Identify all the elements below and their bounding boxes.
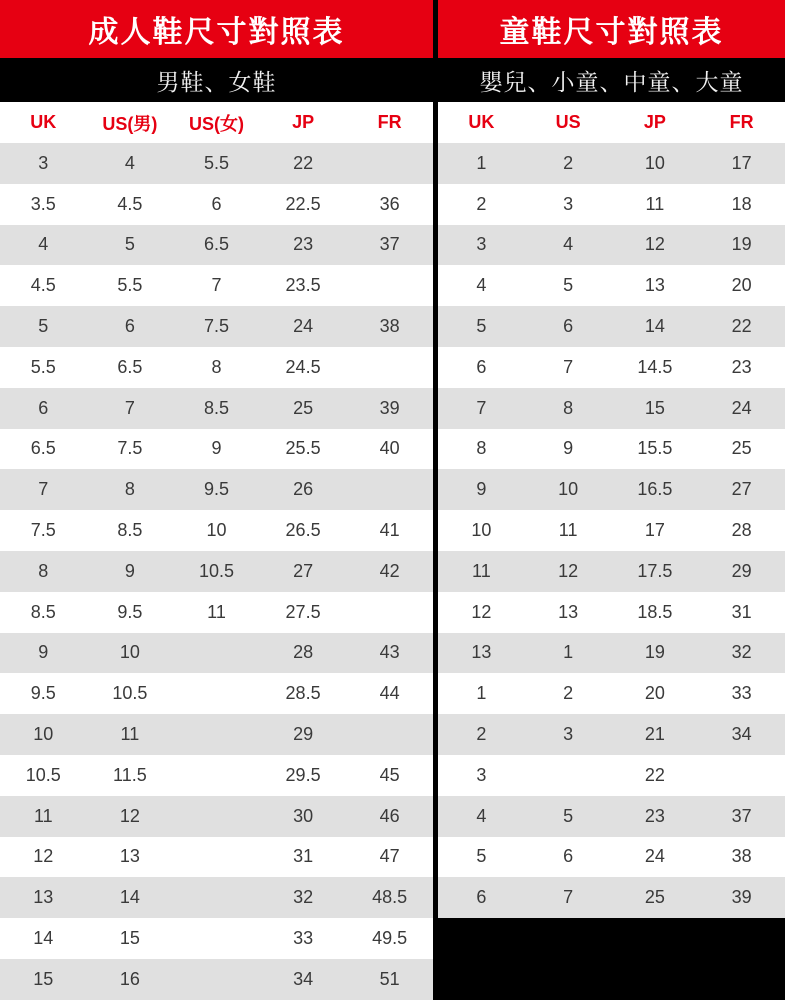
table-cell: 6 bbox=[476, 887, 487, 908]
table-cell: 2 bbox=[563, 152, 574, 173]
table-cell: 6.5 bbox=[203, 234, 229, 255]
table-cell: 25 bbox=[644, 887, 665, 908]
table-cell: 5 bbox=[476, 316, 487, 337]
table-cell: 16 bbox=[119, 968, 140, 989]
table-cell: 8.5 bbox=[30, 601, 56, 622]
table-cell: 10 bbox=[119, 642, 140, 663]
table-cell: 28 bbox=[293, 642, 314, 663]
table-cell bbox=[173, 877, 260, 918]
table-cell: 8 bbox=[38, 560, 49, 581]
table-cell: 8 bbox=[476, 438, 487, 459]
table-cell: 13 bbox=[644, 275, 665, 296]
table-row bbox=[438, 592, 785, 633]
table-cell: 5 bbox=[563, 275, 574, 296]
table-cell: 37 bbox=[379, 234, 400, 255]
table-cell: 24.5 bbox=[285, 356, 321, 377]
table-cell: 7 bbox=[38, 479, 49, 500]
table-cell: 2 bbox=[563, 683, 574, 704]
table-cell: 4 bbox=[124, 152, 135, 173]
table-cell: 28 bbox=[731, 520, 752, 541]
table-cell: 8.5 bbox=[117, 520, 143, 541]
table-cell bbox=[346, 265, 433, 306]
table-cell bbox=[346, 714, 433, 755]
table-cell: 8.5 bbox=[203, 397, 229, 418]
table-cell: 9.5 bbox=[30, 683, 56, 704]
kids-size-table bbox=[438, 0, 785, 1000]
table-row bbox=[438, 673, 785, 714]
table-cell: 15 bbox=[119, 928, 140, 949]
table-cell: 9 bbox=[563, 438, 574, 459]
table-cell bbox=[173, 959, 260, 1000]
table-cell: 3.5 bbox=[30, 193, 56, 214]
table-cell: 9 bbox=[124, 560, 135, 581]
adult-table-header-row bbox=[0, 102, 433, 143]
table-row bbox=[0, 796, 433, 837]
table-cell: 10.5 bbox=[198, 560, 234, 581]
table-row bbox=[0, 306, 433, 347]
table-row bbox=[0, 347, 433, 388]
table-cell: 15 bbox=[644, 397, 665, 418]
table-row bbox=[438, 877, 785, 918]
table-cell: 45 bbox=[379, 764, 400, 785]
column-header: US bbox=[555, 112, 581, 132]
table-cell: 7 bbox=[476, 397, 487, 418]
column-header: JP bbox=[292, 112, 315, 132]
table-cell: 16.5 bbox=[637, 479, 673, 500]
kids-table-rows bbox=[438, 143, 785, 918]
table-row bbox=[0, 877, 433, 918]
table-cell: 9 bbox=[476, 479, 487, 500]
table-row bbox=[438, 429, 785, 470]
table-cell: 8 bbox=[124, 479, 135, 500]
table-cell: 9 bbox=[211, 438, 222, 459]
kids-table-subtitle: 嬰兒、小童、中童、大童 bbox=[438, 58, 785, 102]
table-cell bbox=[173, 918, 260, 959]
table-cell: 43 bbox=[379, 642, 400, 663]
table-row bbox=[0, 551, 433, 592]
table-cell: 11 bbox=[207, 601, 226, 622]
table-cell: 8 bbox=[211, 356, 222, 377]
column-header: FR bbox=[377, 112, 402, 132]
table-cell: 8 bbox=[563, 397, 574, 418]
table-cell: 11 bbox=[645, 193, 665, 214]
table-row bbox=[0, 592, 433, 633]
table-cell: 29.5 bbox=[285, 764, 321, 785]
table-cell: 49.5 bbox=[372, 928, 408, 949]
table-cell: 17 bbox=[644, 520, 665, 541]
table-cell: 23 bbox=[293, 234, 314, 255]
table-cell: 15.5 bbox=[637, 438, 673, 459]
table-cell: 24 bbox=[644, 846, 665, 867]
table-cell: 22 bbox=[293, 152, 314, 173]
table-row bbox=[438, 265, 785, 306]
table-cell: 7.5 bbox=[203, 316, 229, 337]
table-cell: 13 bbox=[558, 601, 579, 622]
table-cell: 4 bbox=[563, 234, 574, 255]
table-cell: 36 bbox=[379, 193, 400, 214]
table-cell bbox=[173, 755, 260, 796]
table-cell: 27.5 bbox=[285, 601, 321, 622]
table-cell: 47 bbox=[379, 846, 400, 867]
table-cell bbox=[346, 592, 433, 633]
table-cell: 22 bbox=[731, 316, 752, 337]
table-cell: 12 bbox=[33, 846, 54, 867]
table-cell: 6 bbox=[563, 316, 574, 337]
adult-table-rows bbox=[0, 143, 433, 1000]
table-cell: 7.5 bbox=[30, 520, 56, 541]
table-cell: 4 bbox=[476, 275, 487, 296]
table-row bbox=[438, 714, 785, 755]
table-row bbox=[438, 633, 785, 674]
table-cell: 5 bbox=[124, 234, 135, 255]
table-cell: 5.5 bbox=[30, 356, 56, 377]
table-cell: 17 bbox=[731, 152, 752, 173]
table-cell: 30 bbox=[293, 805, 314, 826]
table-cell: 48.5 bbox=[372, 887, 408, 908]
table-cell bbox=[173, 796, 260, 837]
table-cell bbox=[173, 714, 260, 755]
table-row bbox=[0, 837, 433, 878]
table-cell: 13 bbox=[119, 846, 140, 867]
table-cell: 12 bbox=[119, 805, 140, 826]
table-cell: 10 bbox=[471, 520, 492, 541]
adult-table-title: 成人鞋尺寸對照表 bbox=[0, 0, 433, 58]
table-cell: 7 bbox=[124, 397, 135, 418]
table-cell: 24 bbox=[293, 316, 314, 337]
table-cell: 38 bbox=[731, 846, 752, 867]
column-header: UK bbox=[468, 112, 495, 132]
table-cell: 39 bbox=[379, 397, 400, 418]
table-cell: 6 bbox=[563, 846, 574, 867]
table-cell: 46 bbox=[379, 805, 400, 826]
table-row bbox=[438, 837, 785, 878]
table-cell: 18 bbox=[731, 193, 752, 214]
table-row bbox=[0, 143, 433, 184]
table-cell: 28.5 bbox=[285, 683, 321, 704]
column-header: US(男) bbox=[102, 113, 158, 134]
table-cell: 11.5 bbox=[113, 764, 147, 785]
table-cell: 18.5 bbox=[637, 601, 673, 622]
table-cell: 3 bbox=[476, 234, 487, 255]
table-row bbox=[0, 429, 433, 470]
table-row bbox=[0, 714, 433, 755]
table-cell: 7 bbox=[211, 275, 222, 296]
table-cell: 4 bbox=[476, 805, 487, 826]
table-cell: 32 bbox=[731, 642, 752, 663]
table-cell: 3 bbox=[476, 764, 487, 785]
table-cell: 7 bbox=[563, 356, 574, 377]
table-cell: 12 bbox=[644, 234, 665, 255]
table-cell: 15 bbox=[33, 968, 54, 989]
table-row bbox=[0, 959, 433, 1000]
column-header: FR bbox=[729, 112, 754, 132]
table-cell: 33 bbox=[731, 683, 752, 704]
table-row bbox=[0, 510, 433, 551]
table-cell: 23 bbox=[644, 805, 665, 826]
table-cell bbox=[698, 755, 785, 796]
table-cell: 37 bbox=[731, 805, 752, 826]
black-filler bbox=[438, 918, 785, 1000]
table-cell: 26.5 bbox=[285, 520, 321, 541]
table-cell: 19 bbox=[644, 642, 665, 663]
table-cell: 13 bbox=[33, 887, 54, 908]
table-cell: 29 bbox=[293, 724, 314, 745]
table-cell bbox=[346, 469, 433, 510]
table-cell: 41 bbox=[379, 520, 400, 541]
table-cell: 20 bbox=[644, 683, 665, 704]
table-row bbox=[0, 265, 433, 306]
table-row bbox=[438, 225, 785, 266]
table-cell: 6.5 bbox=[117, 356, 143, 377]
table-cell: 17.5 bbox=[637, 560, 673, 581]
table-cell: 6.5 bbox=[30, 438, 56, 459]
table-cell: 4.5 bbox=[30, 275, 56, 296]
table-row bbox=[0, 184, 433, 225]
table-cell: 11 bbox=[120, 724, 140, 745]
table-cell: 22.5 bbox=[285, 193, 321, 214]
table-cell: 5.5 bbox=[117, 275, 143, 296]
table-row bbox=[0, 633, 433, 674]
table-cell: 14 bbox=[644, 316, 665, 337]
table-row bbox=[438, 143, 785, 184]
kids-table-title: 童鞋尺寸對照表 bbox=[438, 0, 785, 58]
table-cell: 19 bbox=[731, 234, 752, 255]
table-cell: 10.5 bbox=[112, 683, 148, 704]
table-cell: 5 bbox=[38, 316, 49, 337]
table-row bbox=[0, 469, 433, 510]
table-cell: 2 bbox=[476, 193, 487, 214]
table-cell: 22 bbox=[644, 764, 665, 785]
column-header: UK bbox=[30, 112, 57, 132]
table-row bbox=[438, 184, 785, 225]
table-cell: 9 bbox=[38, 642, 49, 663]
table-cell: 34 bbox=[731, 724, 752, 745]
table-cell: 13 bbox=[471, 642, 492, 663]
table-cell: 7 bbox=[563, 887, 574, 908]
table-cell: 44 bbox=[379, 683, 400, 704]
table-row bbox=[438, 755, 785, 796]
table-cell: 38 bbox=[379, 316, 400, 337]
table-cell: 25.5 bbox=[285, 438, 321, 459]
column-header: JP bbox=[643, 112, 666, 132]
table-cell: 40 bbox=[379, 438, 400, 459]
table-row bbox=[438, 306, 785, 347]
table-cell: 21 bbox=[644, 724, 665, 745]
table-cell: 11 bbox=[472, 560, 491, 581]
table-cell: 9.5 bbox=[203, 479, 229, 500]
table-row bbox=[0, 225, 433, 266]
table-cell: 34 bbox=[293, 968, 314, 989]
table-cell: 11 bbox=[33, 805, 53, 826]
table-row bbox=[0, 388, 433, 429]
table-cell bbox=[173, 633, 260, 674]
table-row bbox=[438, 469, 785, 510]
table-cell bbox=[346, 143, 433, 184]
table-row bbox=[438, 510, 785, 551]
table-cell: 3 bbox=[563, 193, 574, 214]
table-cell: 14 bbox=[33, 928, 54, 949]
table-cell: 31 bbox=[731, 601, 752, 622]
table-cell: 6 bbox=[38, 397, 49, 418]
table-cell: 4.5 bbox=[117, 193, 143, 214]
table-row bbox=[0, 918, 433, 959]
table-row bbox=[438, 551, 785, 592]
table-cell: 27 bbox=[731, 479, 752, 500]
table-cell: 5 bbox=[476, 846, 487, 867]
table-cell: 12 bbox=[471, 601, 492, 622]
table-cell: 3 bbox=[38, 152, 49, 173]
table-row bbox=[0, 673, 433, 714]
table-row bbox=[438, 388, 785, 429]
adult-table-subtitle: 男鞋、女鞋 bbox=[0, 58, 433, 102]
table-cell: 5 bbox=[563, 805, 574, 826]
table-cell: 11 bbox=[558, 520, 578, 541]
table-cell: 14.5 bbox=[637, 356, 673, 377]
table-cell: 10 bbox=[206, 520, 227, 541]
table-cell: 25 bbox=[293, 397, 314, 418]
table-cell: 6 bbox=[476, 356, 487, 377]
table-cell: 12 bbox=[558, 560, 579, 581]
table-cell: 7.5 bbox=[117, 438, 143, 459]
table-cell bbox=[173, 837, 260, 878]
table-cell: 6 bbox=[211, 193, 222, 214]
table-cell: 20 bbox=[731, 275, 752, 296]
table-cell: 23 bbox=[731, 356, 752, 377]
table-cell: 6 bbox=[124, 316, 135, 337]
table-cell: 31 bbox=[293, 846, 314, 867]
table-cell: 1 bbox=[476, 152, 487, 173]
table-cell: 14 bbox=[119, 887, 140, 908]
column-header: US(女) bbox=[188, 113, 244, 134]
table-cell: 33 bbox=[293, 928, 314, 949]
table-cell: 10 bbox=[33, 724, 54, 745]
table-cell: 10 bbox=[644, 152, 665, 173]
table-cell: 42 bbox=[379, 560, 400, 581]
table-cell: 29 bbox=[731, 560, 752, 581]
table-cell: 39 bbox=[731, 887, 752, 908]
kids-table-header-row bbox=[438, 102, 785, 143]
table-cell: 23.5 bbox=[285, 275, 321, 296]
table-cell bbox=[173, 673, 260, 714]
table-cell: 32 bbox=[293, 887, 314, 908]
table-cell: 1 bbox=[563, 642, 574, 663]
table-cell: 51 bbox=[379, 968, 400, 989]
table-cell: 10.5 bbox=[25, 764, 61, 785]
table-cell: 27 bbox=[293, 560, 314, 581]
table-row bbox=[438, 347, 785, 388]
table-row bbox=[0, 755, 433, 796]
table-cell: 24 bbox=[731, 397, 752, 418]
table-cell bbox=[346, 347, 433, 388]
table-cell: 1 bbox=[476, 683, 487, 704]
table-cell: 4 bbox=[38, 234, 49, 255]
table-row bbox=[438, 796, 785, 837]
table-cell: 3 bbox=[563, 724, 574, 745]
table-cell: 26 bbox=[293, 479, 314, 500]
table-cell: 9.5 bbox=[117, 601, 143, 622]
table-cell: 25 bbox=[731, 438, 752, 459]
table-cell bbox=[525, 755, 612, 796]
table-cell: 5.5 bbox=[203, 152, 229, 173]
table-cell: 10 bbox=[558, 479, 579, 500]
table-cell: 2 bbox=[476, 724, 487, 745]
